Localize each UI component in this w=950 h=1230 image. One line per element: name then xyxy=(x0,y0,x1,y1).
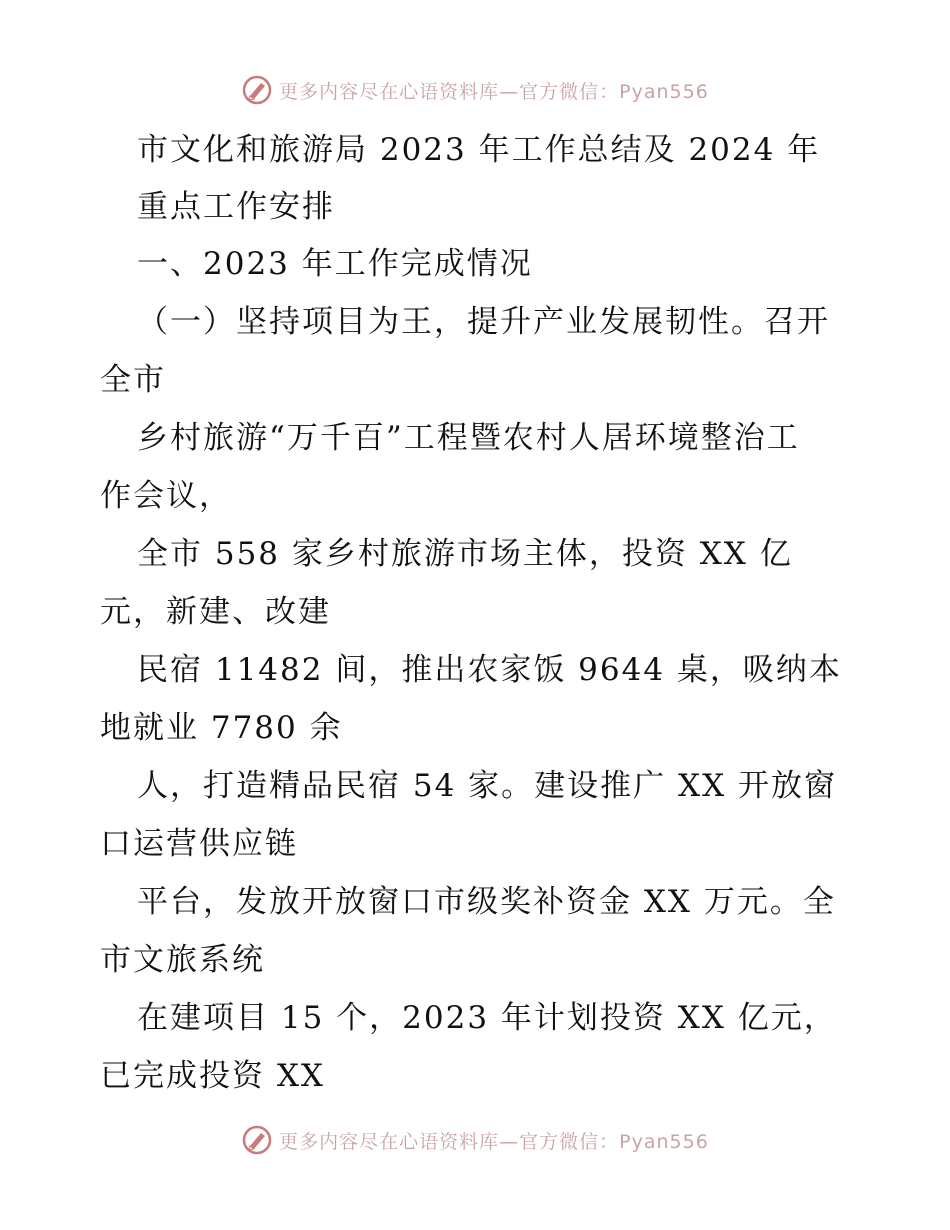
doc-title-line-1: 市文化和旅游局 2023 年工作总结及 2024 年 xyxy=(137,132,821,168)
paragraph-line: 已完成投资 XX xyxy=(100,1058,325,1094)
paragraph-line: 民宿 11482 间，推出农家饭 9644 桌，吸纳本 xyxy=(137,652,842,688)
doc-title-line-2: 重点工作安排 xyxy=(137,189,335,225)
paragraph-line: 全市 xyxy=(100,362,166,398)
paragraph-line: 人，打造精品民宿 54 家。建设推广 XX 开放窗 xyxy=(137,768,837,804)
paragraph-line: 在建项目 15 个，2023 年计划投资 XX 亿元， xyxy=(137,1000,837,1036)
paragraph-line: 乡村旅游“万千百”工程暨农村人居环境整治工 xyxy=(137,420,800,456)
watermark-text: 更多内容尽在心语资料库—官方微信：Pyan556 xyxy=(279,1130,709,1153)
pen-circle-icon xyxy=(241,1124,273,1156)
paragraph-line: 市文旅系统 xyxy=(100,942,265,978)
paragraph-line: 元，新建、改建 xyxy=(100,594,331,630)
watermark-header xyxy=(0,70,950,110)
paragraph-line: 作会议， xyxy=(100,478,232,514)
section-heading: 一、2023 年工作完成情况 xyxy=(137,246,533,282)
paragraph-line: 地就业 7780 余 xyxy=(100,710,343,746)
pen-circle-icon xyxy=(241,74,273,106)
paragraph-line: 口运营供应链 xyxy=(100,826,298,862)
watermark-text: 更多内容尽在心语资料库—官方微信：Pyan556 xyxy=(279,80,709,103)
paragraph-line: 全市 558 家乡村旅游市场主体，投资 XX 亿 xyxy=(137,536,793,572)
paragraph-line: 平台，发放开放窗口市级奖补资金 XX 万元。全 xyxy=(137,884,836,920)
watermark-footer xyxy=(0,1120,950,1160)
paragraph-line: （一）坚持项目为王，提升产业发展韧性。召开 xyxy=(137,304,830,340)
